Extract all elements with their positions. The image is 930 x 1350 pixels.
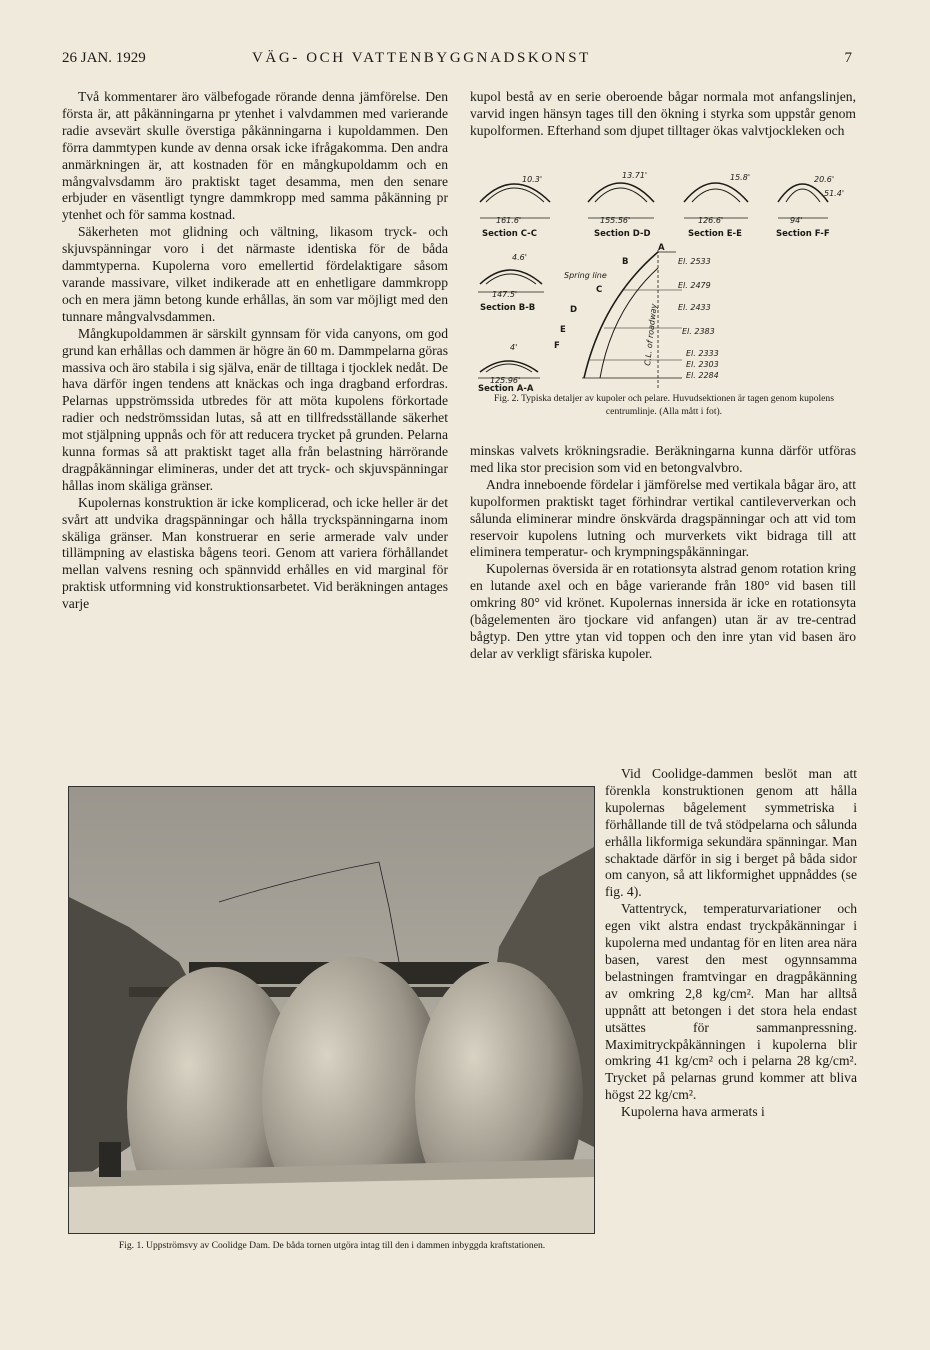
right-column-narrow xyxy=(605,766,857,1121)
paragraph: Säkerheten mot glidning och vältning, likasom tryck- och skjuvspänningar voro i det närmaste identiska för de båda dammtyperna. Kupolerna voro emellertid fördelaktigare såsom varande massivare, vilket indikerade att en enhetligare dammkropp och en mera jämn betong kunde erhållas, än som var möjligt med den tunnare mångvalvsdammen. xyxy=(62,224,448,324)
section-c-c-span: 161.6' xyxy=(496,216,522,225)
section-b-b-span: 147.5' xyxy=(492,290,518,299)
section-f-f-side-dim: 51.4' xyxy=(824,189,845,198)
paragraph: kupol bestå av en serie oberoende bågar normala mot anfangslinjen, varvid ingen hänsyn tages till den ökning i styrka som uppstår genom kupolformen. Efterhand som djupet tilltager ökas valvtjockleken och xyxy=(470,89,856,138)
section-e-e-top-dim: 15.8' xyxy=(730,173,751,182)
figure-1-caption: Fig. 1. Uppströmsvy av Coolidge Dam. De båda tornen utgöra intag till den i dammen inbyggda kraftstationen. xyxy=(118,1240,546,1251)
elevation-label: El. 2284 xyxy=(686,371,719,380)
section-e-e-label: Section E-E xyxy=(688,229,742,239)
marker-b: B xyxy=(622,257,629,267)
paragraph: Andra inneboende fördelar i jämförelse med vertikala bågar äro, att kupolformen praktiskt taget förhindrar vertikal cantileververkan och sålunda eliminerar mindre önskvärda dragspänningar och att vid tom reservoir kupolens lutning och murverkets vikt bidraga till att eliminera temperatur- och krympningspåkänningar. xyxy=(470,476,856,560)
page-header xyxy=(62,50,852,72)
main-dome-section xyxy=(554,243,719,388)
section-a-a-top-dim: 4' xyxy=(510,343,518,352)
roadway-centerline-label: C.L. of roadway xyxy=(643,303,659,367)
section-f-f-span: 94' xyxy=(790,216,803,225)
section-d-d xyxy=(588,171,654,239)
paragraph: Vid Coolidge-dammen beslöt man att förenkla konstruktionen genom att hålla kupolernas bågelement symmetriska i förhållande till de två stödpelarna och sålunda erhålla likformiga sekundära spänningar. Man schaktade därför in sig i berget på båda sidor om canyon, så att likformighet uppnåddes (se fig. 4). xyxy=(605,766,857,900)
section-e-e xyxy=(684,173,750,239)
elevation-label: El. 2479 xyxy=(678,281,711,290)
right-column-middle xyxy=(470,443,856,663)
marker-c: C xyxy=(596,285,603,295)
paragraph: Kupolernas konstruktion är icke komplicerad, och icke heller är det svårt att undvika dragspänningar och hålla tryckspänningarna inom skäliga gränser. Man konstruerar en serie armerade valv under tillämpning av elastiska bågens teori. Genom att variera förhållandet mellan valvens resning och spännvidd erhålles en vid marginal för praktisk utformning vid konstruktionsarbetet. Vid beräkningen antages varje xyxy=(62,494,448,612)
right-column-top xyxy=(470,89,856,140)
section-a-a-label: Section A-A xyxy=(478,384,534,392)
section-c-c-top-dim: 10.3' xyxy=(522,175,543,184)
left-column xyxy=(62,89,448,613)
issue-date: 26 JAN. 1929 xyxy=(62,50,146,66)
section-a-a xyxy=(478,343,540,392)
figure-2-dome-sections xyxy=(472,160,856,392)
section-e-e-span: 126.6' xyxy=(698,216,724,225)
section-b-b xyxy=(478,253,544,313)
section-a-a-span: 125.96' xyxy=(490,376,521,385)
section-d-d-label: Section D-D xyxy=(594,229,651,239)
marker-f: F xyxy=(554,341,560,351)
figure-2-caption: Fig. 2. Typiska detaljer av kupoler och pelare. Huvudsektionen är tagen genom kupolens centrumlinje. (Alla mått i fot). xyxy=(494,393,834,417)
coolidge-dam-photo xyxy=(68,786,595,1234)
spring-line-label: Spring line xyxy=(564,271,607,280)
section-d-d-span: 155.56' xyxy=(600,216,631,225)
section-b-b-top-dim: 4.6' xyxy=(512,253,527,262)
section-f-f-top-dim: 20.6' xyxy=(814,175,835,184)
elevation-label: El. 2303 xyxy=(686,360,719,369)
section-f-f-label: Section F-F xyxy=(776,229,830,239)
elevation-label: El. 2333 xyxy=(686,349,719,358)
elevation-label: El. 2433 xyxy=(678,303,711,312)
journal-title: VÄG- OCH VATTENBYGGNADSKONST xyxy=(252,50,591,66)
section-f-f xyxy=(776,175,844,239)
paragraph: minskas valvets krökningsradie. Beräkningarna kunna därför utföras med lika stor precision som vid en betongvalvbro. xyxy=(470,443,856,475)
paragraph: Kupolernas översida är en rotationsyta alstrad genom rotation kring en lutande axel och en båge varierande från 180° vid basen till omkring 80° vid krönet. Kupolernas innersida är icke en rotationsyta (bågelementen äro tjockare vid anfangen) utan är av tre-centrad bågtyp. Den yttre ytan vid toppen och den inre ytan vid basen äro delar av verkligt sfäriska kupoler. xyxy=(470,561,856,661)
marker-e: E xyxy=(560,325,566,335)
paragraph: Två kommentarer äro välbefogade rörande denna jämförelse. Den första är, att påkänningarna pr ytenhet i valvdammen med varierande radie avsevärt skulle överstiga påkänningarna i kupoldammen. Den förra dammtypen kunde av denna orsak icke ifrågakomma. Den andra anmärkningen är, att kostnaden för en mångkupoldamm och en mångvalvsdamm äro praktiskt taget desamma, men den senare erbjuder en väsentligt tyngre dammkropp med samma påkänning pr ytenhet och för samma kostnad. xyxy=(62,89,448,223)
elevation-label: El. 2383 xyxy=(682,327,715,336)
page-number: 7 xyxy=(844,50,852,66)
paragraph: Mångkupoldammen är särskilt gynnsam för vida canyons, om god grund kan erhållas och dammen är högre än 60 m. Dammpelarna göras massiva och äro stabila i sig själva, enär de tilltaga i tjocklek nedåt. De hava därför ingen tendens att knäckas och inga dragband erfordras. Pelarnas uppströmssida utbredes för att möta kupolens förkortade radier och nedströmssidan lutas, så att en tillfredsställande säkerhet mot stjälpning uppnås och för att reducera trycket på grunden. Pelarna kunna formas så att praktiskt taget alla från belastning härrörande dragpåkänningar elimineras, under det att tryck- och skjuvspänningar hållas inom skäliga gränser. xyxy=(62,325,448,493)
paragraph: Kupolerna hava armerats i xyxy=(621,1104,765,1120)
paragraph: Vattentryck, temperaturvariationer och egen vikt alstra endast tryckpåkänningar i kupolerna med undantag för en liten area nära basen, varest den mest ogynnsamma belastningen framtvingar en dragpåkänning av omkring 2,8 kg/cm². Man har alltså uppnått att betongen i det stora hela endast utsättes för sammanpressning. Maximitryckpåkänningen i kupolerna blir omkring 41 kg/cm² och i pelarna 28 kg/cm². Trycket på pelarnas grund kommer att bliva högst 22 kg/cm². xyxy=(605,901,857,1103)
dam-photo-illustration xyxy=(69,787,594,1233)
marker-a: A xyxy=(658,243,665,253)
section-c-c xyxy=(480,175,550,239)
elevation-label: El. 2533 xyxy=(678,257,711,266)
section-b-b-label: Section B-B xyxy=(480,303,536,313)
section-d-d-top-dim: 13.71' xyxy=(622,171,648,180)
marker-d: D xyxy=(570,305,578,315)
section-c-c-label: Section C-C xyxy=(482,229,537,239)
